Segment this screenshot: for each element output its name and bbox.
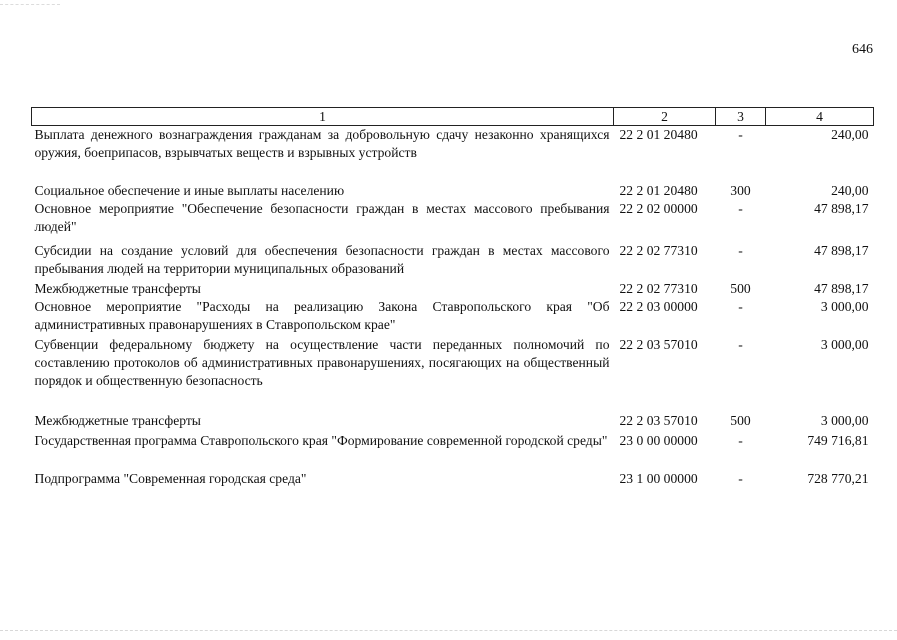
row-type: - [738,242,743,258]
table-row [32,470,874,488]
table-row [32,336,874,412]
table-row [32,182,874,200]
row-amount: 3 000,00 [820,412,869,428]
row-amount: 47 898,17 [814,280,869,296]
row-amount: 240,00 [831,127,869,142]
table-row [32,200,874,242]
table-row [32,242,874,280]
row-type: - [738,127,743,142]
row-description: Основное мероприятие "Расходы на реализацию Закона Ставропольского края "Об административных правонарушениях в Ставропольском крае" [34,298,610,332]
row-code: 22 2 02 77310 [619,280,698,296]
page-number: 646 [852,42,873,57]
row-amount: 47 898,17 [814,200,869,216]
row-description: Социальное обеспечение и иные выплаты населению [34,182,345,198]
table-row [32,432,874,470]
header-col-4: 4 [766,108,874,126]
row-code: 22 2 03 57010 [619,336,698,352]
row-description: Субсидии на создание условий для обеспечения безопасности граждан в местах массового пребывания людей на территории муниципальных образований [34,242,610,276]
row-code: 22 2 02 00000 [619,200,698,216]
row-amount: 728 770,21 [807,470,869,486]
row-type: - [738,298,743,314]
row-type: - [738,432,743,448]
row-description: Межбюджетные трансферты [34,280,201,296]
row-amount: 749 716,81 [807,432,869,448]
table-row [32,126,874,182]
row-type: 500 [730,412,751,428]
row-amount: 3 000,00 [820,298,869,314]
row-code: 23 0 00 00000 [619,432,698,448]
row-code: 22 2 03 00000 [619,298,698,314]
budget-table [31,107,874,488]
row-description: Подпрограмма "Современная городская среда" [34,470,307,486]
row-type: - [738,200,743,216]
header-col-3: 3 [716,108,766,126]
table-row [32,298,874,336]
header-col-1: 1 [32,108,614,126]
scan-artifact-bottom [0,630,897,632]
table-row [32,412,874,432]
row-description: Субвенции федеральному бюджету на осуществление части переданных полномочий по составлению протоколов об административных правонарушениях, посягающих на общественный порядок и общественную безопасность [34,336,610,388]
row-code: 22 2 02 77310 [619,242,698,258]
table-header-row [32,108,874,126]
row-description: Выплата денежного вознаграждения гражданам за добровольную сдачу незаконно хранящихся оружия, боеприпасов, взрывчатых веществ и взрывных устройств [34,127,610,160]
row-amount: 3 000,00 [820,336,869,352]
row-type: 300 [730,182,751,198]
row-description: Межбюджетные трансферты [34,412,201,428]
row-description: Государственная программа Ставропольского края "Формирование современной городской среды" [34,432,608,448]
header-col-2: 2 [614,108,716,126]
row-amount: 240,00 [831,182,869,198]
row-type: - [738,470,743,486]
row-type: - [738,336,743,352]
row-type: 500 [730,280,751,296]
row-description: Основное мероприятие "Обеспечение безопасности граждан в местах массового пребывания людей" [34,200,610,234]
row-code: 22 2 01 20480 [619,127,698,142]
scan-artifact-top [0,4,60,6]
table-row [32,280,874,298]
row-code: 22 2 03 57010 [619,412,698,428]
row-code: 22 2 01 20480 [619,182,698,198]
row-amount: 47 898,17 [814,242,869,258]
row-code: 23 1 00 00000 [619,470,698,486]
